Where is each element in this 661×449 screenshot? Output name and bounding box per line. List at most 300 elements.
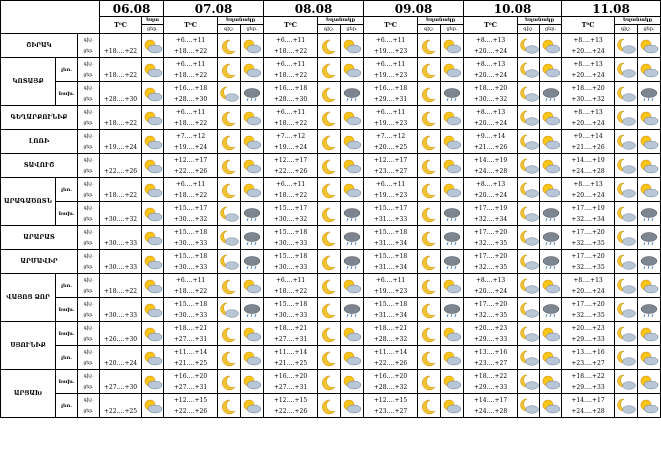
day-temp: +24….+28	[473, 407, 508, 415]
night-temp: +17….+20	[571, 300, 605, 308]
night-subheader: գիշ.	[615, 25, 638, 34]
day-night-labels	[78, 202, 100, 226]
night-temp: +14….+19	[571, 156, 605, 164]
night-temp: +15….+18	[173, 228, 208, 236]
date-header: 10.08	[464, 1, 562, 17]
temperature-cell	[164, 274, 218, 298]
sun-cloud-icon	[441, 178, 464, 202]
day-temp: +20….+24	[571, 191, 605, 199]
day-night-labels	[78, 34, 100, 58]
sun-cloud-icon	[638, 130, 661, 154]
moon-cloud-icon	[518, 130, 540, 154]
day-temp: +18….+22	[173, 71, 208, 79]
night-temp: +15….+18	[373, 300, 408, 308]
table-row	[1, 346, 661, 370]
day-temp: +20….+24	[473, 71, 508, 79]
temperature-cell	[364, 58, 418, 82]
temperature-cell	[364, 130, 418, 154]
day-temp: +30….+33	[103, 311, 138, 319]
rain-cloud-icon	[341, 82, 364, 106]
day-label: ցեր.	[83, 384, 94, 390]
day-temp: +32….+35	[473, 239, 508, 247]
sun-cloud-icon	[341, 394, 364, 418]
moon-cloud-icon	[615, 250, 638, 274]
day-temp: +20….+24	[473, 287, 508, 295]
sun-cloud-icon	[241, 58, 264, 82]
day-temp: +18….+22	[103, 191, 138, 199]
night-temp: +15….+18	[273, 300, 308, 308]
night-temp: +6….+11	[375, 108, 406, 116]
temperature-cell	[464, 58, 518, 82]
rain-cloud-icon	[241, 82, 264, 106]
temperature-cell	[364, 370, 418, 394]
day-temp: +28….+30	[273, 95, 308, 103]
sun-cloud-icon	[241, 370, 264, 394]
moon-cloud-icon	[615, 394, 638, 418]
moon-icon	[318, 274, 341, 298]
moon-icon	[218, 58, 241, 82]
day-temp: +20….+24	[571, 287, 605, 295]
temperature-cell	[100, 58, 142, 82]
temperature-cell	[264, 274, 318, 298]
day-temp: +18….+22	[273, 71, 308, 79]
temperature-cell	[364, 154, 418, 178]
moon-cloud-icon	[518, 34, 540, 58]
day-temp: +20….+24	[571, 71, 605, 79]
moon-icon	[418, 202, 441, 226]
day-temp: +30….+32	[173, 215, 208, 223]
day-temp: +31….+34	[373, 239, 408, 247]
rain-cloud-icon	[638, 250, 661, 274]
sun-cloud-icon	[441, 346, 464, 370]
day-temp: +30….+32	[273, 215, 308, 223]
night-label: գիշ.	[83, 61, 94, 67]
night-temp: +18….+22	[473, 372, 508, 380]
temperature-cell	[562, 274, 615, 298]
date-header: 11.08	[562, 1, 661, 17]
rain-cloud-icon	[341, 298, 364, 322]
day-temp: +22….+26	[173, 407, 208, 415]
moon-cloud-icon	[518, 298, 540, 322]
rain-cloud-icon	[540, 250, 562, 274]
table-row	[1, 298, 661, 322]
day-night-labels	[78, 58, 100, 82]
moon-icon	[318, 322, 341, 346]
night-temp: +13….+16	[571, 348, 605, 356]
night-temp: +9….+14	[475, 132, 506, 140]
moon-icon	[318, 34, 341, 58]
table-row	[1, 154, 661, 178]
night-label: գիշ.	[83, 349, 94, 355]
day-label: ցեր.	[83, 72, 94, 78]
moon-cloud-icon	[615, 130, 638, 154]
night-temp: +8….+13	[475, 276, 506, 284]
weather-header: Եղանակը	[615, 17, 661, 25]
sun-cloud-icon	[241, 346, 264, 370]
temperature-cell	[264, 58, 318, 82]
temperature-cell	[464, 106, 518, 130]
day-temp: +18….+22	[103, 47, 138, 55]
day-temp: +24….+28	[571, 167, 605, 175]
night-temp: +20….+23	[473, 324, 508, 332]
table-row	[1, 202, 661, 226]
night-temp: +6….+11	[375, 36, 406, 44]
moon-icon	[218, 130, 241, 154]
day-temp: +30….+33	[273, 311, 308, 319]
moon-icon	[318, 130, 341, 154]
day-temp: +30….+32	[571, 95, 605, 103]
date-row	[1, 1, 661, 17]
table-row	[1, 58, 661, 82]
subregion-label: լեռ.	[56, 346, 78, 370]
day-temp: +23….+27	[373, 167, 408, 175]
sun-cloud-icon	[540, 106, 562, 130]
night-temp: +12….+15	[373, 396, 408, 404]
moon-cloud-icon	[518, 178, 540, 202]
sun-cloud-icon	[441, 106, 464, 130]
subregion-label: լեռ.	[56, 178, 78, 202]
day-temp: +32….+35	[473, 311, 508, 319]
sun-cloud-icon	[638, 58, 661, 82]
moon-cloud-icon	[615, 154, 638, 178]
night-temp: +15….+17	[373, 204, 408, 212]
table-row	[1, 370, 661, 394]
sun-cloud-icon	[540, 322, 562, 346]
moon-cloud-icon	[518, 250, 540, 274]
night-label: գիշ.	[83, 133, 94, 139]
moon-cloud-icon	[518, 394, 540, 418]
night-temp: +11….+14	[273, 348, 308, 356]
night-temp: +8….+13	[573, 60, 603, 68]
temperature-cell	[464, 178, 518, 202]
night-temp: +6….+11	[275, 180, 306, 188]
night-label: գիշ.	[83, 373, 94, 379]
night-label: գիշ.	[83, 325, 94, 331]
sun-cloud-icon	[441, 130, 464, 154]
temperature-cell	[562, 370, 615, 394]
temperature-cell	[562, 250, 615, 274]
sun-cloud-icon	[540, 346, 562, 370]
sun-cloud-icon	[540, 394, 562, 418]
sun-cloud-icon	[341, 370, 364, 394]
night-temp: +17….+20	[571, 228, 605, 236]
night-temp: +6….+11	[275, 108, 306, 116]
night-temp: +12….+17	[373, 156, 408, 164]
day-temp: +24….+28	[571, 407, 605, 415]
moon-icon	[318, 298, 341, 322]
rain-cloud-icon	[441, 250, 464, 274]
night-temp: +18….+21	[173, 324, 208, 332]
rain-cloud-icon	[241, 226, 264, 250]
night-temp: +8….+13	[573, 36, 603, 44]
weather-header: Եղանակը	[218, 17, 264, 25]
moon-cloud-icon	[218, 298, 241, 322]
day-temp: +18….+22	[273, 119, 308, 127]
moon-cloud-icon	[615, 106, 638, 130]
moon-cloud-icon	[518, 346, 540, 370]
temperature-cell	[264, 346, 318, 370]
sun-cloud-icon	[341, 274, 364, 298]
day-night-labels	[78, 82, 100, 106]
moon-icon	[418, 58, 441, 82]
day-temp: +28….+30	[103, 95, 138, 103]
day-temp: +29….+33	[473, 383, 508, 391]
day-temp: +18….+22	[273, 287, 308, 295]
night-temp: +11….+14	[173, 348, 208, 356]
day-temp: +22….+26	[173, 167, 208, 175]
region-name: ԱՐԱԳԱԾՈՏՆ	[1, 178, 56, 226]
night-subheader: գիշ.	[418, 25, 441, 34]
temperature-cell	[100, 250, 142, 274]
day-temp: +18….+22	[173, 119, 208, 127]
day-label: ցեր.	[83, 360, 94, 366]
day-label: ցեր.	[83, 120, 94, 126]
night-temp: +18….+21	[373, 324, 408, 332]
night-temp: +15….+17	[273, 204, 308, 212]
sun-cloud-icon	[638, 274, 661, 298]
sun-cloud-icon	[241, 274, 264, 298]
sun-cloud-icon	[142, 202, 164, 226]
temperature-cell	[364, 34, 418, 58]
day-temp: +21….+26	[571, 143, 605, 151]
night-temp: +18….+20	[571, 84, 605, 92]
sun-cloud-icon	[638, 106, 661, 130]
sun-cloud-icon	[142, 106, 164, 130]
day-night-labels	[78, 226, 100, 250]
moon-icon	[318, 370, 341, 394]
day-temp: +29….+33	[473, 335, 508, 343]
night-label: գիշ.	[83, 253, 94, 259]
night-label: գիշ.	[83, 229, 94, 235]
temperature-cell	[264, 322, 318, 346]
moon-icon	[318, 394, 341, 418]
sun-cloud-icon	[638, 370, 661, 394]
temperature-cell	[364, 394, 418, 418]
temperature-cell	[464, 202, 518, 226]
sun-cloud-icon	[540, 130, 562, 154]
table-row	[1, 130, 661, 154]
moon-cloud-icon	[615, 322, 638, 346]
moon-cloud-icon	[218, 82, 241, 106]
day-temp: +23….+27	[571, 359, 605, 367]
temperature-cell	[464, 250, 518, 274]
day-temp: +24….+28	[473, 167, 508, 175]
day-night-labels	[78, 130, 100, 154]
night-temp: +6….+11	[175, 276, 206, 284]
night-temp: +16….+20	[273, 372, 308, 380]
rain-cloud-icon	[241, 202, 264, 226]
temperature-cell	[562, 154, 615, 178]
table-row	[1, 322, 661, 346]
moon-icon	[418, 34, 441, 58]
moon-cloud-icon	[518, 58, 540, 82]
date-header: 08.08	[264, 1, 364, 17]
sun-cloud-icon	[441, 58, 464, 82]
temperature-cell	[264, 370, 318, 394]
moon-icon	[218, 178, 241, 202]
night-temp: +18….+22	[571, 372, 605, 380]
day-temp: +18….+22	[103, 287, 138, 295]
subregion-label: նախ.	[56, 322, 78, 346]
day-temp: +21….+26	[473, 143, 508, 151]
temperature-cell	[562, 82, 615, 106]
rain-cloud-icon	[638, 298, 661, 322]
day-temp: +30….+32	[473, 95, 508, 103]
day-temp: +27….+31	[273, 383, 308, 391]
temperature-cell	[364, 322, 418, 346]
temperature-cell	[264, 34, 318, 58]
day-temp: +31….+34	[373, 311, 408, 319]
moon-cloud-icon	[518, 274, 540, 298]
moon-cloud-icon	[615, 82, 638, 106]
subregion-label: լեռ.	[56, 394, 78, 418]
night-temp: +16….+20	[373, 372, 408, 380]
day-temp: +22….+26	[373, 359, 408, 367]
moon-cloud-icon	[518, 202, 540, 226]
night-temp: +20….+23	[571, 324, 605, 332]
sun-cloud-icon	[441, 370, 464, 394]
day-temp: +32….+34	[571, 215, 605, 223]
temperature-cell	[100, 370, 142, 394]
day-temp: +23….+27	[373, 407, 408, 415]
temperature-cell	[464, 322, 518, 346]
temperature-cell	[100, 154, 142, 178]
temperature-cell	[100, 202, 142, 226]
moon-cloud-icon	[218, 250, 241, 274]
temperature-cell	[464, 346, 518, 370]
temperature-cell	[164, 82, 218, 106]
day-temp: +27….+30	[103, 383, 138, 391]
day-temp: +18….+22	[103, 119, 138, 127]
night-temp: +17….+19	[473, 204, 508, 212]
day-temp: +18….+22	[173, 47, 208, 55]
moon-icon	[418, 178, 441, 202]
moon-icon	[218, 154, 241, 178]
day-temp: +18….+22	[273, 191, 308, 199]
table-row	[1, 394, 661, 418]
sun-cloud-icon	[540, 58, 562, 82]
day-subheader: ցեր.	[638, 25, 661, 34]
moon-icon	[318, 202, 341, 226]
sun-cloud-icon	[241, 34, 264, 58]
day-subheader: ցեր.	[142, 25, 164, 34]
sun-cloud-icon	[540, 274, 562, 298]
day-night-labels	[78, 394, 100, 418]
rain-cloud-icon	[241, 298, 264, 322]
day-temp: +18….+22	[273, 47, 308, 55]
sun-cloud-icon	[441, 34, 464, 58]
night-temp: +12….+17	[273, 156, 308, 164]
temperature-cell	[464, 34, 518, 58]
sun-cloud-icon	[241, 394, 264, 418]
night-temp: +6….+11	[375, 180, 406, 188]
sun-cloud-icon	[341, 154, 364, 178]
night-subheader: գիշ.	[518, 25, 540, 34]
day-label: ցեր.	[83, 168, 94, 174]
subregion-label: նախ.	[56, 298, 78, 322]
night-temp: +7….+12	[275, 132, 306, 140]
night-temp: +6….+11	[175, 108, 206, 116]
night-temp: +15….+18	[273, 252, 308, 260]
sun-cloud-icon	[638, 394, 661, 418]
day-temp: +32….+34	[473, 215, 508, 223]
temperature-cell	[100, 394, 142, 418]
day-temp: +32….+35	[571, 263, 605, 271]
moon-cloud-icon	[615, 274, 638, 298]
moon-icon	[418, 394, 441, 418]
day-temp: +29….+31	[373, 95, 408, 103]
moon-cloud-icon	[518, 322, 540, 346]
sun-cloud-icon	[638, 154, 661, 178]
night-label: գիշ.	[83, 157, 94, 163]
night-temp: +15….+17	[173, 204, 208, 212]
night-temp: +8….+13	[573, 180, 603, 188]
night-temp: +6….+11	[175, 60, 206, 68]
day-subheader: ցեր.	[241, 25, 264, 34]
date-header: 09.08	[364, 1, 464, 17]
night-label: գիշ.	[83, 277, 94, 283]
night-temp: +8….+13	[475, 60, 506, 68]
moon-icon	[218, 274, 241, 298]
sun-cloud-icon	[341, 34, 364, 58]
sun-cloud-icon	[142, 370, 164, 394]
rain-cloud-icon	[540, 226, 562, 250]
temperature-cell	[164, 106, 218, 130]
night-temp: +17….+19	[571, 204, 605, 212]
moon-icon	[418, 298, 441, 322]
day-temp: +30….+33	[273, 263, 308, 271]
rain-cloud-icon	[341, 226, 364, 250]
rain-cloud-icon	[241, 250, 264, 274]
day-label: ցեր.	[83, 336, 94, 342]
sun-cloud-icon	[540, 370, 562, 394]
day-temp: +22….+26	[273, 167, 308, 175]
rain-cloud-icon	[441, 298, 464, 322]
moon-icon	[418, 130, 441, 154]
temperature-cell	[164, 34, 218, 58]
sun-cloud-icon	[441, 154, 464, 178]
temperature-cell	[100, 274, 142, 298]
night-temp: +17….+20	[571, 252, 605, 260]
day-night-labels	[78, 346, 100, 370]
rain-cloud-icon	[540, 298, 562, 322]
temperature-cell	[164, 394, 218, 418]
day-temp: +30….+33	[173, 263, 208, 271]
moon-cloud-icon	[518, 154, 540, 178]
day-night-labels	[78, 106, 100, 130]
temperature-cell	[164, 250, 218, 274]
day-temp: +19….+24	[173, 143, 208, 151]
night-temp: +15….+18	[273, 228, 308, 236]
night-temp: +6….+11	[275, 276, 306, 284]
sun-cloud-icon	[142, 58, 164, 82]
day-label: ցեր.	[83, 408, 94, 414]
night-temp: +18….+20	[473, 84, 508, 92]
moon-cloud-icon	[218, 226, 241, 250]
night-temp: +6….+11	[275, 36, 306, 44]
sun-cloud-icon	[441, 322, 464, 346]
temperature-cell	[562, 346, 615, 370]
sun-cloud-icon	[142, 322, 164, 346]
rain-cloud-icon	[638, 226, 661, 250]
forecast-body	[1, 34, 661, 418]
day-night-labels	[78, 274, 100, 298]
moon-icon	[218, 370, 241, 394]
night-temp: +16….+18	[273, 84, 308, 92]
night-temp: +9….+14	[573, 132, 603, 140]
day-temp: +32….+35	[571, 311, 605, 319]
temperature-cell	[164, 130, 218, 154]
